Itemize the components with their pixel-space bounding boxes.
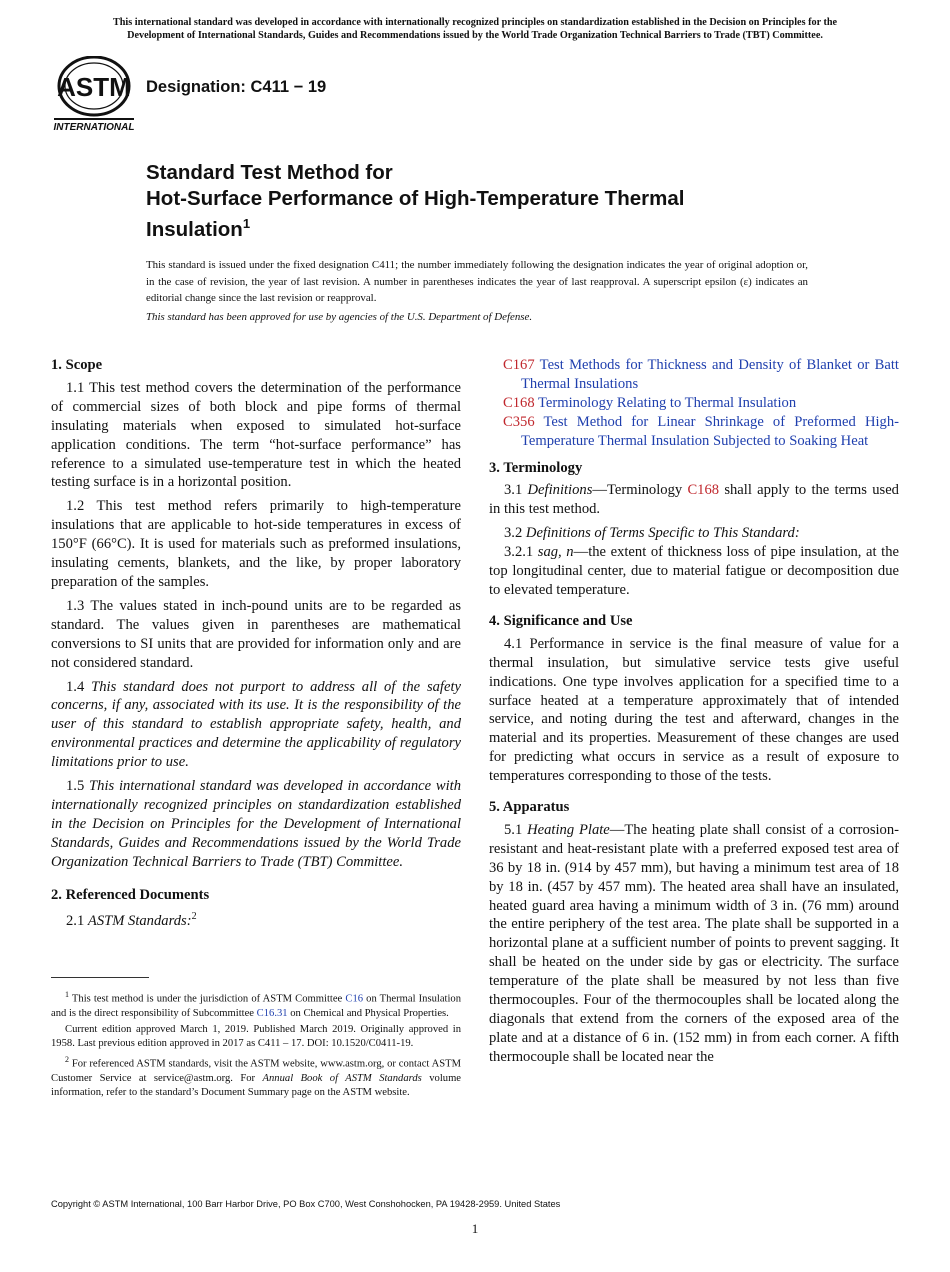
- footnote-1: [51, 988, 461, 1021]
- para-number: 1.4: [66, 678, 85, 695]
- para-number: 3.2: [504, 525, 523, 542]
- scope-para-1-2: 1.2 This test method refers primarily to high-temperature insulations that are applicable to hot-side temperatures in excess of 150°F (66°C). It is used for materials such as preformed insulations, insulating cements, blankets, and the like, by proper laboratory preparation of the samples.: [51, 498, 461, 590]
- scope-para-1-5: [51, 777, 461, 872]
- term-label: Definitions: [527, 482, 593, 499]
- title-line3: Insulation: [146, 217, 243, 241]
- para-number: 5.1: [504, 821, 523, 838]
- scope-para-1-5-text: This international standard was developed in accordance with internationally recognized principles on standardization established in the Decision on Principles for the Development of International Standards, Guides and Recommendations issued by the World Trade Organization Technical Barriers to Trade (TBT) Committee.: [51, 778, 462, 870]
- section-heading-apparatus: 5. Apparatus: [489, 799, 570, 816]
- header-notice-line2: Development of International Standards, Guides and Recommendations issued by the World Trade Organization Technical Barriers to Trade (TBT) Committee.: [127, 30, 823, 41]
- title-line1: Standard Test Method for: [146, 161, 393, 184]
- ref-name[interactable]: Terminology Relating to Thermal Insulation: [538, 394, 797, 411]
- footnote-1-edition: Current edition approved March 1, 2019. Published March 2019. Originally approved in 1958. Last previous edition approved in 2017 as C411 – 17. DOI: 10.1520/C0411-19.: [51, 1023, 461, 1050]
- ref-item-c167[interactable]: [489, 356, 899, 394]
- section-heading-referenced-documents: 2. Referenced Documents: [51, 886, 210, 903]
- issuance-note: This standard is issued under the fixed designation C411; the number immediately following the designation indicates the year of original adoption or, in the case of revision, the year of last revision. A number in parentheses indicates the year of last reapproval. A superscript epsilon (ε) indicates an editorial change since the last revision or reapproval.: [146, 259, 808, 304]
- footnote-2-mark: 2: [65, 1055, 69, 1065]
- scope-para-1-1: 1.1 This test method covers the determination of the performance of commercial sizes of both block and pipe forms of thermal insulating materials when exposed to simulated hot-surface application conditions. The term “hot-surface performance” has reference to a simulated use-temperature test in which the heated testing surface is in a horizontal position.: [51, 379, 461, 491]
- refdocs-subsection-2-1: [51, 908, 461, 931]
- significance-para-4-1: 4.1 Performance in service is the final measure of value for a thermal insulation, but simulative service tests give useful indications. One type involves application for a specified time to a surface heated at a temperature approximately that of intended service, and noting during the test and afterward, changes in the material and its properties. Measurement of these changes are used for predicting what occurs in service as a result of exposure to temperatures corresponding to those of the tests.: [489, 635, 899, 785]
- ref-code[interactable]: C356: [503, 413, 535, 430]
- committee-c16-link[interactable]: C16: [345, 993, 364, 1005]
- scope-para-1-3: 1.3 The values stated in inch-pound units are to be regarded as standard. The values given in parentheses are mathematical conversions to SI units that are provided for information only and are not considered standard.: [51, 597, 461, 671]
- term-sag-definition: —the extent of thickness loss of pipe insulation, at the top longitudinal center, due to material fatigue or decomposition due to elevated temperature.: [489, 544, 899, 598]
- ref-item-c356[interactable]: [489, 413, 899, 451]
- footnotes: [51, 988, 461, 1102]
- ref-name[interactable]: Test Methods for Thickness and Density of Blanket or Batt Thermal Insulations: [521, 357, 899, 392]
- astm-logo-icon: [53, 56, 135, 132]
- footnote-2-italic: Annual Book of ASTM Standards: [262, 1073, 422, 1085]
- section-heading-significance: 4. Significance and Use: [489, 612, 633, 629]
- footnote-1-text-c: on Chemical and Physical Properties.: [290, 1007, 449, 1019]
- header-notice: [50, 16, 900, 42]
- right-column: [489, 356, 899, 1072]
- document-title: [146, 160, 846, 242]
- header-notice-line1: This international standard was developed in accordance with internationally recognized principles on standardization established in the Decision on Principles for the: [112, 17, 838, 28]
- footnote-divider: [51, 977, 149, 978]
- refdocs-subsection-title: ASTM Standards:: [87, 913, 192, 930]
- section-heading-scope: 1. Scope: [51, 357, 103, 373]
- designation: Designation: C411 − 19: [146, 78, 327, 96]
- apparatus-label: Heating Plate: [527, 821, 610, 838]
- term-text-a: —Terminology: [592, 482, 683, 499]
- footnote-2-text-b: volume information, refer to the standard’s Document Summary page on the ASTM website.: [51, 1073, 462, 1099]
- terminology-para-3-2-1: [489, 543, 899, 600]
- c168-link[interactable]: C168: [687, 482, 720, 499]
- refdocs-footnote-mark: 2: [191, 911, 197, 923]
- logo-text: ASTM: [57, 72, 131, 102]
- title-footnote-mark: 1: [242, 216, 251, 231]
- footnote-2-text-a: For referenced ASTM standards, visit the ASTM website, www.astm.org, or contact ASTM Customer Service at service@astm.org. For: [51, 1058, 462, 1085]
- dod-approval-note: This standard has been approved for use by agencies of the U.S. Department of Defense.: [146, 311, 533, 323]
- para-number: 1.5: [66, 778, 85, 795]
- subcommittee-c16-31-link[interactable]: C16.31: [256, 1007, 288, 1019]
- para-number: 3.1: [504, 482, 523, 499]
- copyright-footer: Copyright © ASTM International, 100 Barr Harbor Drive, PO Box C700, West Conshohocken, PA 19428-2959. United States: [51, 1199, 561, 1209]
- footnote-1-mark: 1: [65, 990, 69, 999]
- ref-name[interactable]: Test Method for Linear Shrinkage of Preformed High-Temperature Thermal Insulation Subjected to Soaking Heat: [521, 413, 899, 449]
- term-label: Definitions of Terms Specific to This Standard:: [525, 525, 800, 542]
- ref-code[interactable]: C167: [503, 357, 535, 373]
- apparatus-text: —The heating plate shall consist of a corrosion-resistant and heat-resistant plate with a preferred exposed test area of 36 by 18 in. (914 by 457 mm), but having a minimum test area of 18 by 18 in. (457 by 457 mm). The heated area shall have an insulated, heated guard area having a minimum width of 3 in. (76 mm) around the entire periphery of the test area. The plate shall be supported in a horizontal plane at a sufficient number of points to prevent sagging. It shall be heated on the under side by gas or electricity. The surface temperature of the plate shall be measured by not less than five thermocouples. Four of the thermocouples shall be located along the diagonals that extend from the corners of the exposed area of the plate and at a distance of 6 in. (152 mm) in from each corner. A fifth thermocouple shall be located near the: [489, 821, 900, 1065]
- ref-code[interactable]: C168: [503, 394, 535, 411]
- logo-subtext: INTERNATIONAL: [53, 122, 135, 132]
- terminology-para-3-2: [489, 524, 899, 543]
- title-line2: Hot-Surface Performance of High-Temperature Thermal: [146, 186, 685, 210]
- footnote-1-text-a: This test method is under the jurisdiction of ASTM Committee: [71, 993, 343, 1005]
- section-heading-terminology: 3. Terminology: [489, 459, 583, 476]
- para-number: 3.2.1: [504, 544, 534, 561]
- term-sag: sag, n: [537, 544, 574, 561]
- left-column: [51, 356, 461, 936]
- para-number: 2.1: [66, 913, 85, 930]
- terminology-para-3-1: [489, 481, 899, 519]
- page-number: 1: [471, 1221, 479, 1236]
- term-text-b: shall apply to the terms used in this test method.: [489, 482, 899, 518]
- scope-para-1-4-text: This standard does not purport to address all of the safety concerns, if any, associated with its use. It is the responsibility of the user of this standard to establish appropriate safety, health, and environmental practices and determine the applicability of regulatory limitations prior to use.: [51, 678, 461, 771]
- apparatus-para-5-1: [489, 821, 899, 1067]
- ref-item-c168[interactable]: [489, 394, 899, 413]
- scope-para-1-4: [51, 678, 461, 773]
- footnote-1-text-b: on Thermal Insulation and is the direct responsibility of Subcommittee: [51, 993, 462, 1019]
- footnote-2: [51, 1053, 461, 1100]
